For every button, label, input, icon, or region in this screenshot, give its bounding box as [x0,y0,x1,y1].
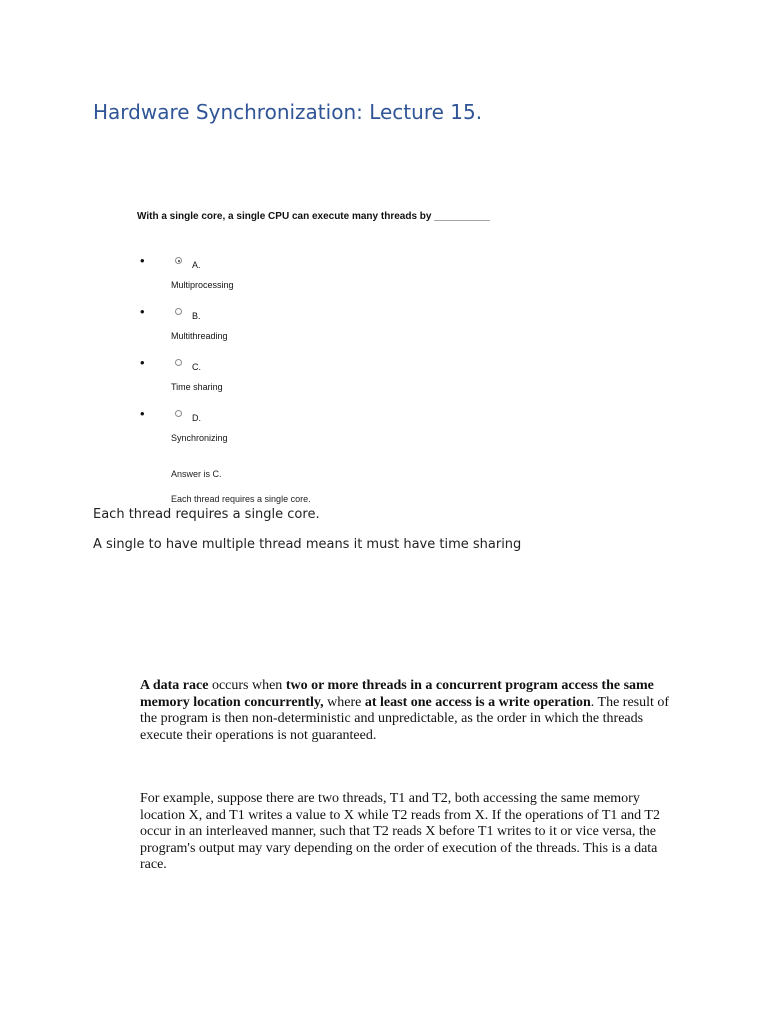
emphasis-write-operation: at least one access is a write operation [364,694,591,710]
quiz-option-c [137,350,497,401]
option-label: Multithreading [171,331,228,341]
data-race-example: For example, suppose there are two threads, T1 and T2, both accessing the same memory location X, and T1 writes a value to X while T2 reads from X. If the operations of T1 and T2 occur in an interleaved manner, such that T2 reads X before T1 writes to it or vice versa, the program's output may vary depending on the order of execution of the threads. This is a data race. [140,791,660,872]
emphasis-concurrent-access: two or more threads in a concurrent program access the same memory location concurrently, [140,678,654,710]
radio-button-a[interactable] [175,257,182,264]
option-letter: B. [192,311,201,321]
quiz-option-a [137,248,497,299]
bullet-icon: • [140,304,145,319]
option-label: Multiprocessing [171,280,234,290]
option-letter: C. [192,362,201,372]
quiz-screenshot [137,211,497,452]
option-letter: D. [192,413,201,423]
quiz-note: Each thread requires a single core. [171,494,311,504]
term-data-race: A data race [140,678,209,693]
body-text-line-1: Each thread requires a single core. [93,507,320,522]
option-letter: A. [192,260,201,270]
radio-button-c[interactable] [175,359,182,366]
page-title: Hardware Synchronization: Lecture 15. [93,100,483,124]
bullet-icon: • [140,355,145,370]
radio-button-b[interactable] [175,308,182,315]
radio-button-d[interactable] [175,410,182,417]
text-run: occurs when [208,678,286,693]
bullet-icon: • [140,253,145,268]
text-run: where [323,694,365,710]
quiz-option-b [137,299,497,350]
data-race-definition [140,678,680,744]
bullet-icon: • [140,406,145,421]
text-run: . The result of the program is then non-deterministic and unpredictable, as the order in which the threads execute their operations is not guaranteed. [140,694,670,743]
quiz-option-d [137,401,497,452]
option-label: Time sharing [171,382,223,392]
option-label: Synchronizing [171,433,228,443]
quiz-answer: Answer is C. [171,469,222,479]
quiz-question: With a single core, a single CPU can execute many threads by __________ [137,211,490,222]
body-text-line-2: A single to have multiple thread means it must have time sharing [93,537,522,552]
